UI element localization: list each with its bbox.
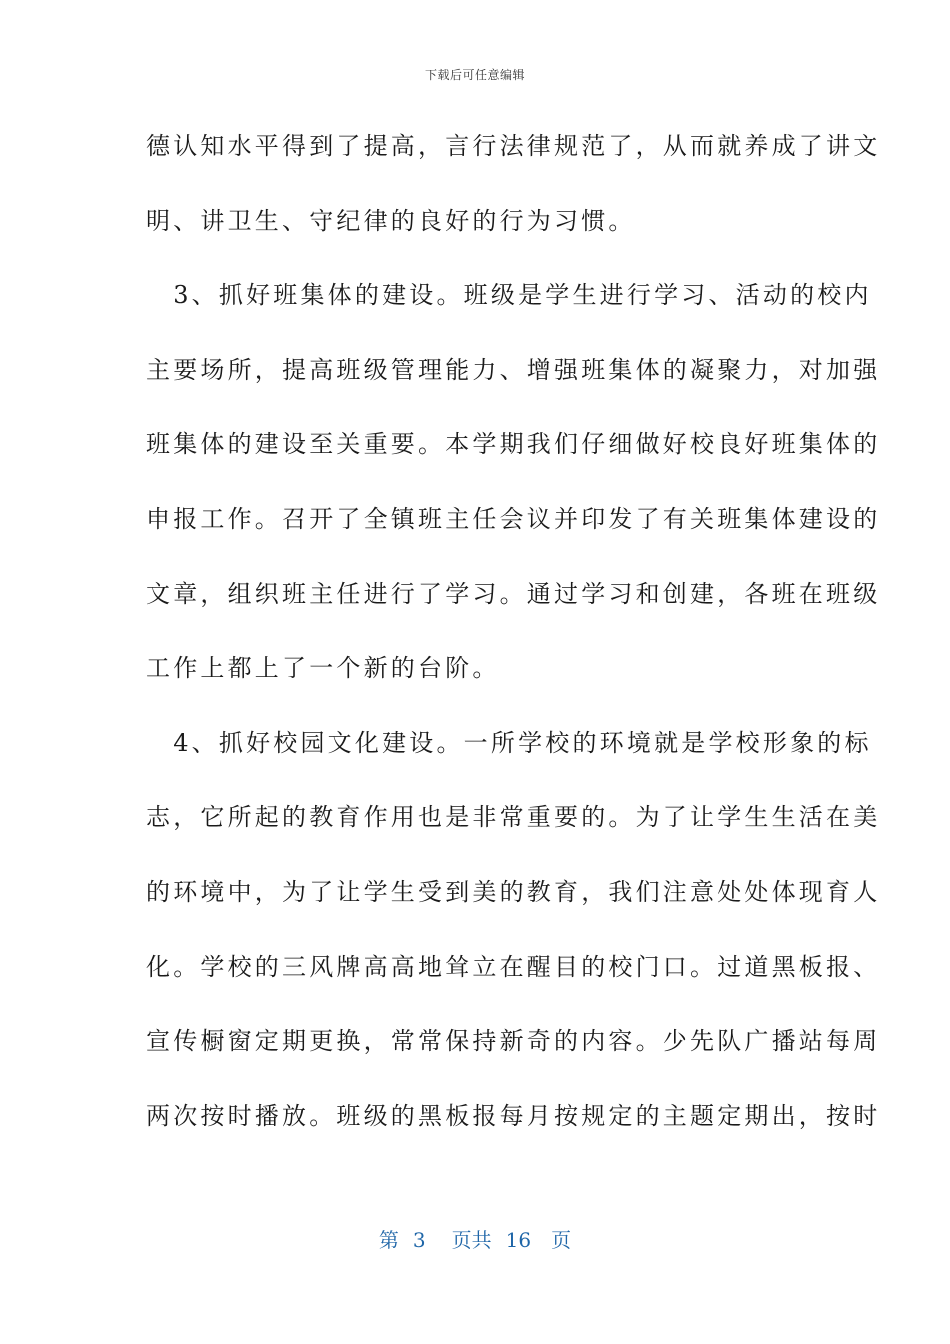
text-line: 德认知水平得到了提高，言行法律规范了，从而就养成了讲文 [146, 132, 881, 160]
text-line: 文章，组织班主任进行了学习。通过学习和创建，各班在班级 [146, 579, 881, 608]
text-line: 的环境中，为了让学生受到美的教育，我们注意处处体现育人 [146, 877, 881, 906]
total-pages-number: 16 [505, 1228, 532, 1252]
text-line: 志，它所起的教育作用也是非常重要的。为了让学生生活在美 [146, 803, 881, 832]
page-header: 下载后可任意编辑 [424, 68, 525, 82]
text-line: 3、抓好班集体的建设。班级是学生进行学习、活动的校内 [146, 281, 872, 310]
text-line: 申报工作。召开了全镇班主任会议并印发了有关班集体建设的 [146, 504, 881, 533]
page-footer [0, 1224, 950, 1253]
text-line: 化。学校的三风牌高高地耸立在醒目的校门口。过道黑板报、 [146, 952, 881, 981]
document-body [146, 121, 881, 1165]
text-line: 工作上都上了一个新的台阶。 [146, 654, 500, 683]
footer-suffix: 页 [551, 1228, 572, 1252]
text-line: 4、抓好校园文化建设。一所学校的环境就是学校形象的标 [146, 728, 872, 757]
footer-prefix: 第 [378, 1228, 399, 1252]
text-line: 两次按时播放。班级的黑板报每月按规定的主题定期出，按时 [146, 1101, 881, 1130]
footer-middle: 页共 [451, 1228, 492, 1252]
text-line: 主要场所，提高班级管理能力、增强班集体的凝聚力，对加强 [146, 355, 881, 384]
current-page-number: 3 [412, 1228, 426, 1252]
text-line: 班集体的建设至关重要。本学期我们仔细做好校良好班集体的 [146, 430, 881, 459]
text-line: 宣传橱窗定期更换，常常保持新奇的内容。少先队广播站每周 [146, 1027, 881, 1056]
text-line: 明、讲卫生、守纪律的良好的行为习惯。 [146, 206, 636, 235]
